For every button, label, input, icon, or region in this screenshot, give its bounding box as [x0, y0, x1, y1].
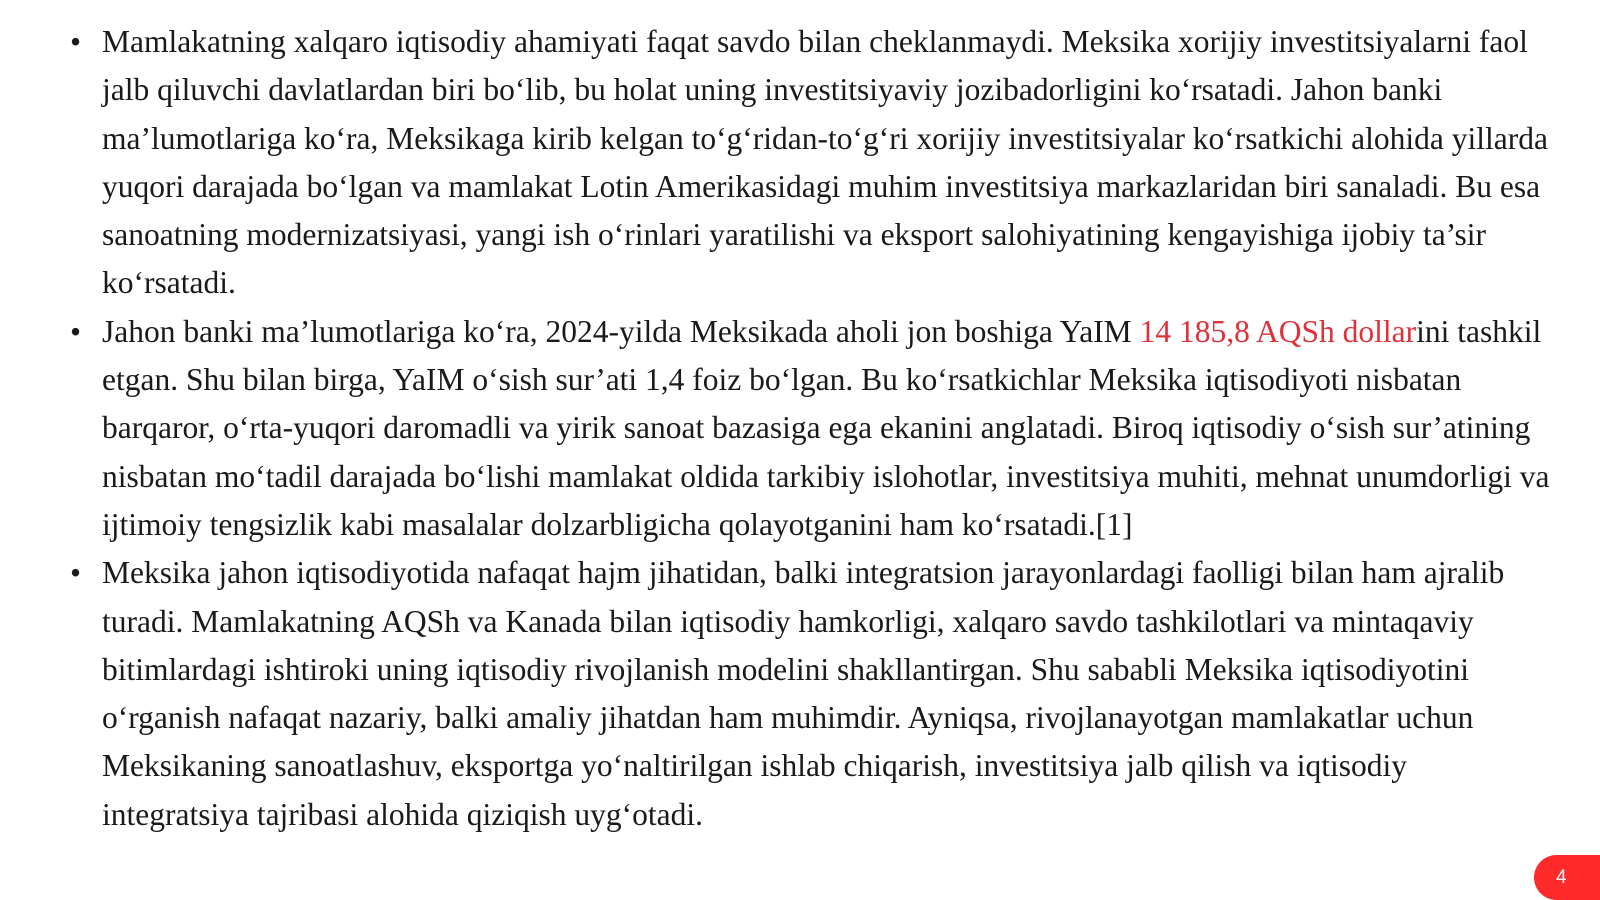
- bullet-item-2: [70, 308, 1550, 549]
- bullet-list: [70, 18, 1550, 839]
- bullet-text: Mamlakatning xalqaro iqtisodiy ahamiyati faqat savdo bilan cheklanmaydi. Meksika xorijiy investitsiyalarni faol jalb qiluvchi davlatlardan biri bo‘lib, bu holat uning investitsiyaviy jozibadorligini ko‘rsatadi. Jahon banki ma’lumotlariga ko‘ra, Meksikaga kirib kelgan to‘g‘ridan-to‘g‘ri xorijiy investitsiyalar ko‘rsatkichi alohida yillarda yuqori darajada bo‘lgan va mamlakat Lotin Amerikasidagi muhim investitsiya markazlaridan biri sanaladi. Bu esa sanoatning modernizatsiyasi, yangi ish o‘rinlari yaratilishi va eksport salohiyatining kengayishiga ijobiy ta’sir ko‘rsatadi.: [102, 24, 1548, 301]
- bullet-text-after: ini tashkil etgan. Shu bilan birga, YaIM o‘sish sur’ati 1,4 foiz bo‘lgan. Bu ko‘rsatkichlar Meksika iqtisodiyoti nisbatan barqaror, o‘rta-yuqori daromadli va yirik sanoat bazasiga ega ekanini anglatadi. Biroq iqtisodiy o‘sish sur’atining nisbatan mo‘tadil darajada bo‘lishi mamlakat oldida tarkibiy islohotlar, investitsiya muhiti, mehnat unumdorligi va ijtimoiy tengsizlik kabi masalalar dolzarbligicha qolayotganini ham ko‘rsatadi.[1]: [102, 313, 1550, 542]
- bullet-text: Meksika jahon iqtisodiyotida nafaqat hajm jihatidan, balki integratsion jarayonlardagi faolligi bilan ham ajralib turadi. Mamlakatning AQSh va Kanada bilan iqtisodiy hamkorligi, xalqaro savdo tashkilotlari va mintaqaviy bitimlardagi ishtiroki uning iqtisodiy rivojlanish modelini shakllantirgan. Shu sababli Meksika iqtisodiyotini o‘rganish nafaqat nazariy, balki amaliy jihatdan ham muhimdir. Ayniqsa, rivojlanayotgan mamlakatlar uchun Meksikaning sanoatlashuv, eksportga yo‘naltirilgan ishlab chiqarish, investitsiya jalb qilish va iqtisodiy integratsiya tajribasi alohida qiziqish uyg‘otadi.: [102, 555, 1505, 832]
- page-number: 4: [1556, 866, 1567, 888]
- bullet-marker: •: [70, 313, 82, 349]
- bullet-marker: •: [70, 555, 82, 591]
- bullet-item-1: [70, 18, 1550, 308]
- page-number-badge: [1534, 855, 1600, 900]
- bullet-item-3: [70, 549, 1550, 839]
- bullet-marker: •: [70, 24, 82, 59]
- bullet-text-before: Jahon banki ma’lumotlariga ko‘ra, 2024-yilda Meksikada aholi jon boshiga YaIM: [102, 313, 1140, 349]
- gdp-highlight: 14 185,8 AQSh dollar: [1139, 313, 1417, 349]
